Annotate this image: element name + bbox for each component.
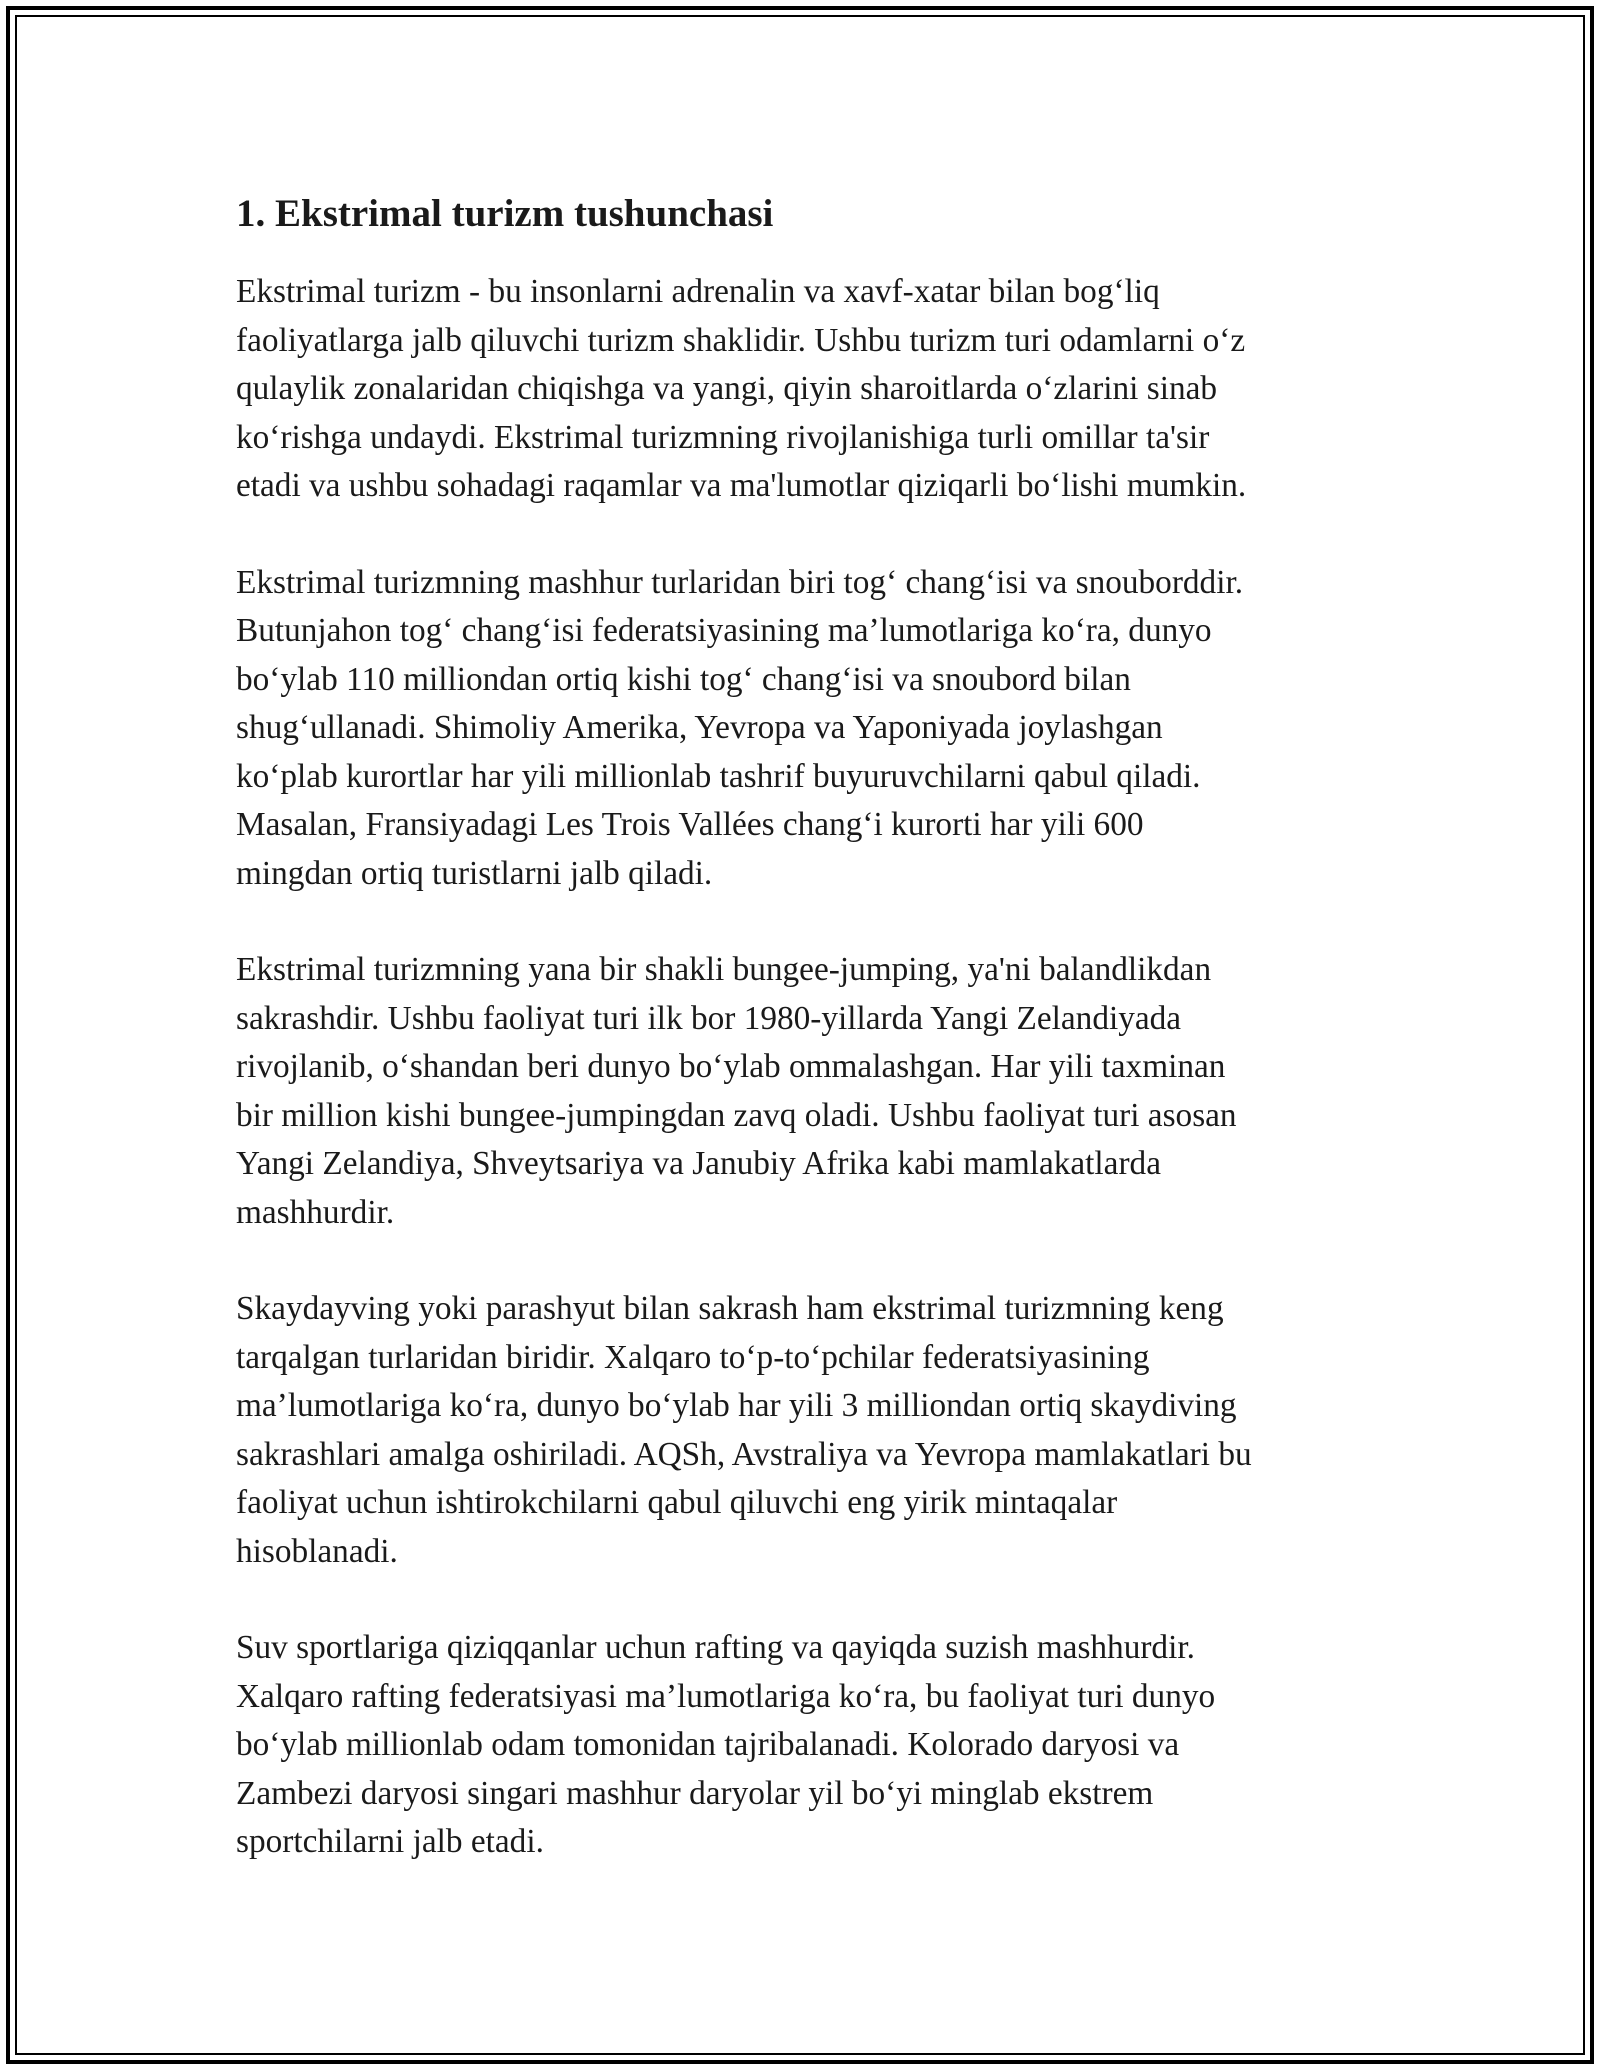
section-heading: 1. Ekstrimal turizm tushunchasi xyxy=(236,192,774,235)
paragraph-intro: Ekstrimal turizm - bu insonlarni adrenalin va xavf-xatar bilan bog‘liq faoliyatlarga jalb qiluvchi turizm shaklidir. Ushbu turizm turi odamlarni o‘z qulaylik zonalaridan chiqishga va yangi, qiyin sharoitlarda o‘zlarini sinab ko‘rishga undaydi. Ekstrimal turizmning rivojlanishiga turli omillar ta'sir etadi va ushbu sohadagi raqamlar va ma'lumotlar qiziqarli bo‘lishi mumkin. xyxy=(236,273,1247,504)
paragraph-rafting: Suv sportlariga qiziqqanlar uchun rafting va qayiqda suzish mashhurdir. Xalqaro rafting federatsiyasi ma’lumotlariga ko‘ra, bu faoliyat turi dunyo bo‘ylab millionlab odam tomonidan tajribalanadi. Kolorado daryosi va Zambezi daryosi singari mashhur daryolar yil bo‘yi minglab ekstrem sportchilarni jalb etadi. xyxy=(236,1629,1216,1860)
paragraph-skydiving: Skaydayving yoki parashyut bilan sakrash ham ekstrimal turizmning keng tarqalgan turlaridan biridir. Xalqaro to‘p-to‘pchilar federatsiyasining ma’lumotlariga ko‘ra, dunyo bo‘ylab har yili 3 milliondan ortiq skaydiving sakrashlari amalga oshiriladi. AQSh, Avstraliya va Yevropa mamlakatlari bu faoliyat uchun ishtirokchilarni qabul qiluvchi eng yirik mintaqalar hisoblanadi. xyxy=(236,1290,1252,1570)
paragraph-bungee: Ekstrimal turizmning yana bir shakli bungee-jumping, ya'ni balandlikdan sakrashdir. Ushbu faoliyat turi ilk bor 1980-yillarda Yangi Zelandiyada rivojlanib, o‘shandan beri dunyo bo‘ylab ommalashgan. Har yili taxminan bir million kishi bungee-jumpingdan zavq oladi. Ushbu faoliyat turi asosan Yangi Zelandiya, Shveytsariya va Janubiy Afrika kabi mamlakatlarda mashhurdir. xyxy=(236,951,1237,1231)
document-page xyxy=(236,186,1370,1915)
paragraph-skiing: Ekstrimal turizmning mashhur turlaridan biri tog‘ chang‘isi va snouborddir. Butunjahon tog‘ chang‘isi federatsiyasining ma’lumotlariga ko‘ra, dunyo bo‘ylab 110 milliondan ortiq kishi tog‘ chang‘isi va snoubord bilan shug‘ullanadi. Shimoliy Amerika, Yevropa va Yaponiyada joylashgan ko‘plab kurortlar har yili millionlab tashrif buyuruvchilarni qabul qiladi. Masalan, Fransiyadagi Les Trois Vallées chang‘i kurorti har yili 600 mingdan ortiq turistlarni jalb qiladi. xyxy=(236,563,1244,892)
